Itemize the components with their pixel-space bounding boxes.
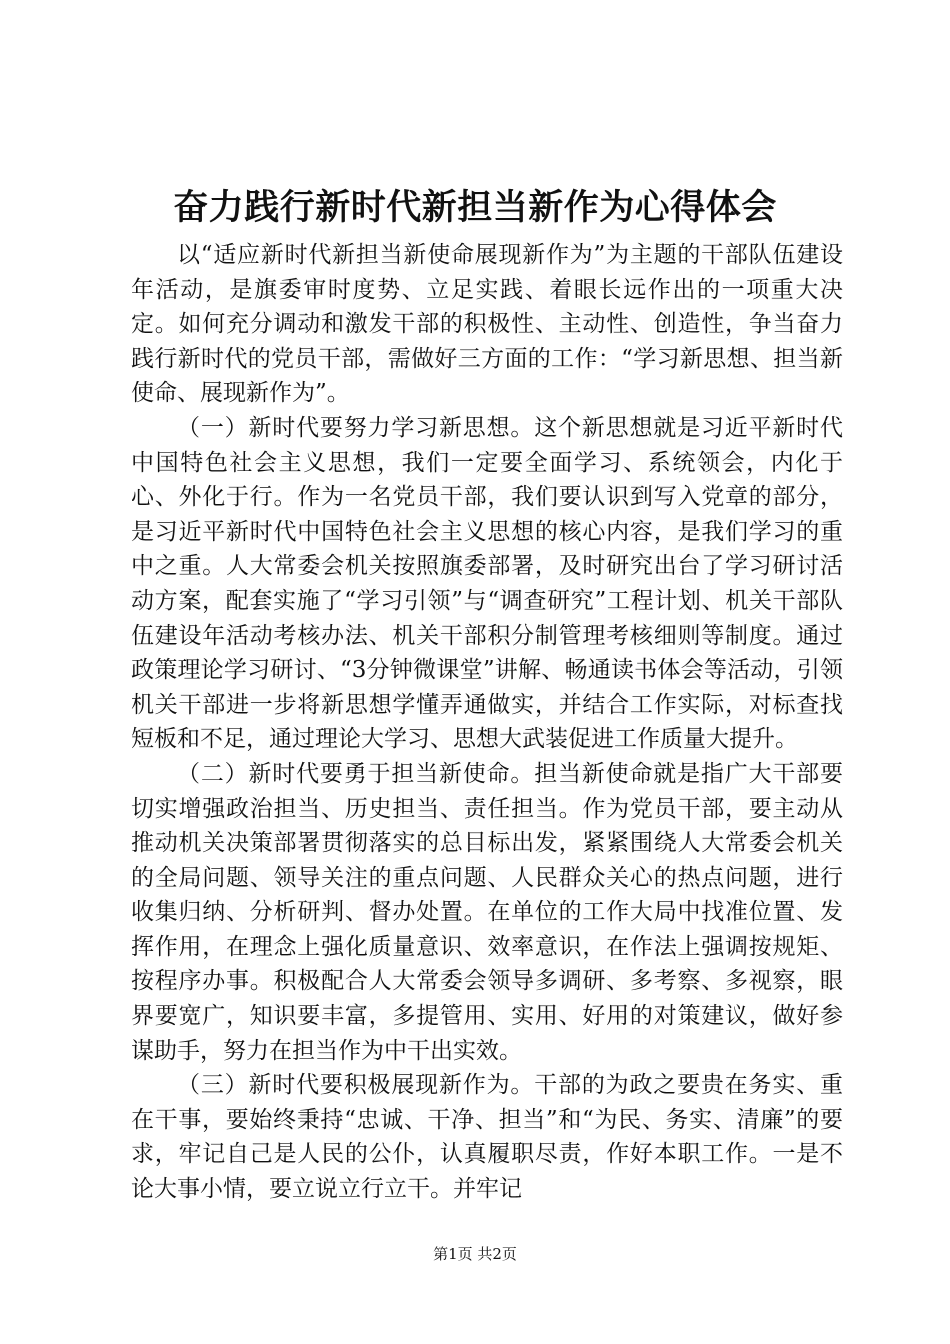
paragraph-section-2: （二）新时代要勇于担当新使命。担当新使命就是指广大干部要切实增强政治担当、历史担当、责任担当。作为党员干部，要主动从推动机关决策部署贯彻落实的总目标出发，紧紧围绕人大常委会机关的全局问题、领导关注的重点问题、人民群众关心的热点问题，进行收集归纳、分析研判、督办处置。在单位的工作大局中找准位置、发挥作用，在理念上强化质量意识、效率意识，在作法上强调按规矩、按程序办事。积极配合人大常委会领导多调研、多考察、多视察，眼界要宽广，知识要丰富，多提管用、实用、好用的对策建议，做好参谋助手，努力在担当作为中干出实效。: [131, 760, 843, 1064]
paragraph-section-1: （一）新时代要努力学习新思想。这个新思想就是习近平新时代中国特色社会主义思想，我们一定要全面学习、系统领会，内化于心、外化于行。作为一名党员干部，我们要认识到写入党章的部分，是习近平新时代中国特色社会主义思想的核心内容，是我们学习的重中之重。人大常委会机关按照旗委部署，及时研究出台了学习研讨活动方案，配套实施了“学习引领”与“调查研究”工程计划、机关干部队伍建设年活动考核办法、机关干部积分制管理考核细则等制度。通过政策理论学习研讨、“3分钟微课堂”讲解、畅通读书体会等活动，引领机关干部进一步将新思想学懂弄通做实，并结合工作实际，对标查找短板和不足，通过理论大学习、思想大武装促进工作质量大提升。: [131, 414, 843, 753]
document-title: 奋力践行新时代新担当新作为心得体会: [173, 187, 777, 228]
page-footer: 第1页 共2页: [433, 1245, 517, 1263]
paragraph-section-3: （三）新时代要积极展现新作为。干部的为政之要贵在务实、重在干事，要始终秉持“忠诚、干净、担当”和“为民、务实、清廉”的要求，牢记自己是人民的公仆，认真履职尽责，作好本职工作。一是不论大事小情，要立说立行立干。并牢记: [131, 1072, 843, 1203]
paragraph-intro: 以“适应新时代新担当新使命展现新作为”为主题的干部队伍建设年活动，是旗委审时度势、立足实践、着眼长远作出的一项重大决定。如何充分调动和激发干部的积极性、主动性、创造性，争当奋力践行新时代的党员干部，需做好三方面的工作：“学习新思想、担当新使命、展现新作为”。: [131, 242, 843, 407]
document-body: [131, 238, 843, 1207]
